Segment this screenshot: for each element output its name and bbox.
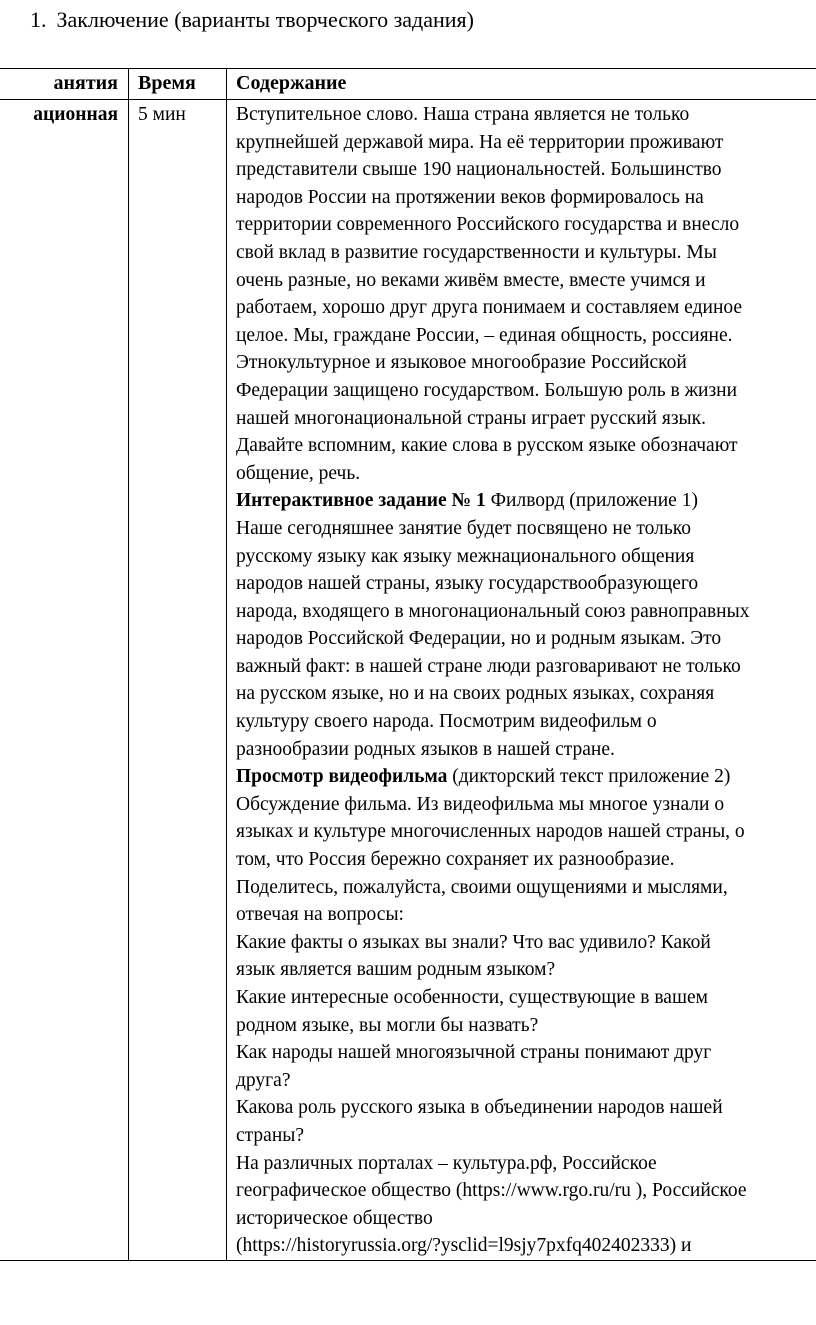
content-line <box>236 1150 816 1178</box>
content-line-text: разнообразии родных языков в нашей стране. <box>236 738 615 760</box>
content-line-text: Филворд (приложение 1) <box>485 490 698 512</box>
lesson-table-wrapper <box>0 68 816 1325</box>
content-line <box>236 874 816 902</box>
content-line <box>236 211 816 239</box>
content-line-text: на русском языке, но и на своих родных языках, сохраняя <box>236 683 715 705</box>
content-line-text: Обсуждение фильма. Из видеофильма мы многое узнали о <box>236 793 725 815</box>
content-line-text: том, что Россия бережно сохраняет их разнообразие. <box>236 849 675 871</box>
content-line <box>236 1067 816 1095</box>
content-line-text: географическое общество (https://www.rgo.ru/ru ), Российское <box>236 1180 747 1202</box>
content-line-text: родном языке, вы могли бы назвать? <box>236 1014 539 1036</box>
header-time: Время <box>129 69 227 100</box>
content-line <box>236 598 816 626</box>
content-line-text: народов нашей страны, языку государствообразующего <box>236 573 699 595</box>
content-line <box>236 294 816 322</box>
content-line-text: Какие факты о языках вы знали? Что вас удивило? Какой <box>236 931 711 953</box>
content-line <box>236 405 816 433</box>
content-line-text: нашей многонациональной страны играет русский язык. <box>236 407 706 429</box>
content-line-text: язык является вашим родным языком? <box>236 959 556 981</box>
content-line <box>236 736 816 764</box>
content-line <box>236 901 816 929</box>
content-line <box>236 460 816 488</box>
content-line <box>236 239 816 267</box>
content-line <box>236 1232 816 1260</box>
content-line <box>236 543 816 571</box>
content-line-text: Наше сегодняшнее занятие будет посвящено не только <box>236 517 691 539</box>
content-line <box>236 1177 816 1205</box>
content-line-text: На различных порталах – культура.рф, Российское <box>236 1152 657 1174</box>
content-line-text: народа, входящего в многонациональный союз равноправных <box>236 600 750 622</box>
content-line <box>236 129 816 157</box>
content-line-text: очень разные, но веками живём вместе, вместе учимся и <box>236 269 706 291</box>
content-line <box>236 680 816 708</box>
content-line-text: историческое общество <box>236 1207 433 1229</box>
content-line <box>236 1039 816 1067</box>
content-line-text: важный факт: в нашей стране люди разговаривают не только <box>236 655 741 677</box>
content-line-text: Федерации защищено государством. Большую роль в жизни <box>236 379 738 401</box>
content-line <box>236 1094 816 1122</box>
content-line-text: страны? <box>236 1124 305 1146</box>
content-line-text: языках и культуре многочисленных народов нашей страны, о <box>236 821 745 843</box>
section-heading <box>30 6 474 34</box>
content-line-text: территории современного Российского государства и внесло <box>236 214 740 236</box>
content-line <box>236 984 816 1012</box>
content-line <box>236 708 816 736</box>
content-line-text: Какие интересные особенности, существующие в вашем <box>236 987 708 1008</box>
content-line <box>236 1012 816 1040</box>
content-line <box>236 1122 816 1150</box>
content-line-text: друга? <box>236 1069 291 1091</box>
content-line-text: народов Российской Федерации, но и родным языкам. Это <box>236 628 722 650</box>
content-line <box>236 570 816 598</box>
content-line <box>236 1205 816 1233</box>
time-cell: 5 мин <box>129 100 227 1261</box>
content-line <box>236 377 816 405</box>
table-row <box>0 100 816 1261</box>
content-line <box>236 846 816 874</box>
content-line-text: представители свыше 190 национальностей. Большинство <box>236 159 722 181</box>
content-line-text: русскому языку как языку межнационального общения <box>236 545 695 567</box>
content-line-bold: Интерактивное задание № 1 <box>236 490 486 512</box>
content-line-text: народов России на протяжении веков формировалось на <box>236 186 704 208</box>
content-line <box>236 929 816 957</box>
heading-number: 1. <box>30 7 47 32</box>
content-line <box>236 267 816 295</box>
content-line-text: Как народы нашей многоязычной страны понимают друг <box>236 1042 712 1064</box>
content-line <box>236 349 816 377</box>
content-line <box>236 763 816 791</box>
content-cell <box>227 100 816 1261</box>
content-line <box>236 322 816 350</box>
content-line-text: работаем, хорошо друг друга понимаем и составляем единое <box>236 297 743 319</box>
content-line-text: Какова роль русского языка в объединении народов нашей <box>236 1097 723 1119</box>
content-line <box>236 184 816 212</box>
content-line-text: общение, речь. <box>236 462 361 484</box>
content-line <box>236 818 816 846</box>
heading-text: Заключение (варианты творческого задания) <box>56 7 474 32</box>
content-line <box>236 515 816 543</box>
content-line <box>236 791 816 819</box>
content-line-text: Давайте вспомним, какие слова в русском языке обозначают <box>236 435 738 457</box>
content-line-text: (дикторский текст приложение 2) <box>447 766 731 788</box>
header-content: Содержание <box>227 69 816 100</box>
content-line-bold: Просмотр видеофильма <box>236 766 448 788</box>
content-line-text: культуру своего народа. Посмотрим видеофильм о <box>236 711 657 733</box>
content-line-text: целое. Мы, граждане России, – единая общность, россияне. <box>236 324 733 346</box>
content-line-text: Этнокультурное и языковое многообразие Российской <box>236 352 687 374</box>
content-line <box>236 487 816 515</box>
lesson-table <box>0 68 816 1261</box>
content-line-text: Вступительное слово. Наша страна является не только <box>236 104 690 125</box>
content-line <box>236 101 816 129</box>
content-line-text: (https://historyrussia.org/?ysclid=l9sjy7pxfq402402333) и <box>236 1235 692 1257</box>
content-line <box>236 625 816 653</box>
header-stage: анятия <box>0 69 129 100</box>
content-line-text: отвечая на вопросы: <box>236 904 404 926</box>
content-line-text: свой вклад в развитие государственности и культуры. Мы <box>236 241 717 263</box>
content-line <box>236 653 816 681</box>
content-line <box>236 432 816 460</box>
content-line <box>236 956 816 984</box>
stage-cell: ационная <box>0 100 129 1261</box>
content-line-text: Поделитесь, пожалуйста, своими ощущениями и мыслями, <box>236 876 728 898</box>
content-line-text: крупнейшей державой мира. На её территории проживают <box>236 131 724 153</box>
table-header-row <box>0 69 816 100</box>
content-line <box>236 156 816 184</box>
